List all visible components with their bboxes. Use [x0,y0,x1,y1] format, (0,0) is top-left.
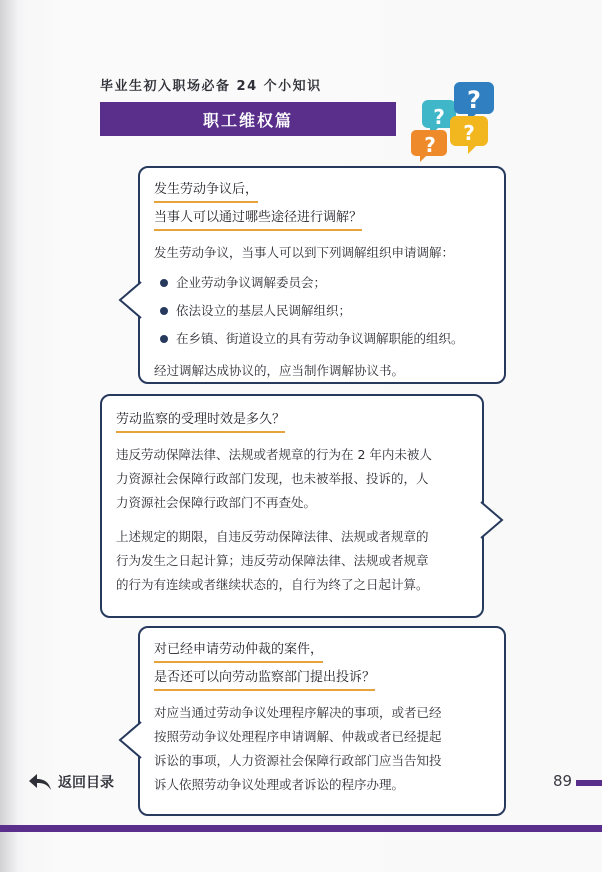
svg-text:?: ? [424,133,436,157]
answer-line: 力资源社会保障行政部门发现，也未被举报、投诉的，人 [116,471,429,486]
question-line: 是否还可以向劳动监察部门提出投诉？ [154,669,375,691]
return-arrow-icon [28,772,52,792]
page-number-accent [576,780,602,786]
book-spine-shadow [0,0,18,872]
section-banner [100,102,396,136]
list-item: 企业劳动争议调解委员会； [154,269,490,297]
svg-text:?: ? [467,86,481,114]
bullet-dot [160,279,168,287]
question-line: 对已经申请劳动仲裁的案件， [154,641,323,663]
qa-card-3 [138,626,506,816]
page-number: 89 [553,772,573,790]
svg-text:?: ? [433,105,445,129]
speech-tail [118,280,142,320]
answer-line: 力资源社会保障行政部门不再查处。 [116,495,317,510]
answer-list [154,269,490,353]
svg-text:?: ? [463,121,475,145]
answer-line: 上述规定的期限，自违反劳动保障法律、法规或者规章的 [116,529,429,544]
question-line: 当事人可以通过哪些途径进行调解？ [154,209,362,231]
answer-paragraph [116,443,468,515]
question-line: 劳动监察的受理时效是多久？ [116,411,285,433]
question-bubbles-icon [410,70,510,165]
back-to-contents-label: 返回目录 [58,775,114,791]
answer-paragraph [154,701,490,797]
answer-line: 诉人依照劳动争议处理或者诉讼的程序办理。 [154,777,405,792]
back-to-contents-button[interactable] [28,772,114,792]
question-line: 发生劳动争议后， [154,181,258,203]
answer-line: 违反劳动保障法律、法规或者规章的行为在 2 年内未被人 [116,447,432,462]
answer-line: 对应当通过劳动争议处理程序解决的事项，或者已经 [154,705,442,720]
list-item: 依法设立的基层人民调解组织； [154,297,490,325]
question-heading [116,408,468,433]
speech-tail [118,720,142,760]
question-heading [154,178,490,231]
answer-line: 按照劳动争议处理程序申请调解、仲裁或者已经提起 [154,729,442,744]
list-item: 在乡镇、街道设立的具有劳动争议调解职能的组织。 [154,325,490,353]
answer-line: 行为发生之日起计算；违反劳动保障法律、法规或者规章 [116,553,429,568]
speech-tail [480,500,504,540]
answer-paragraph [116,525,468,597]
answer-line: 诉讼的事项，人力资源社会保障行政部门应当告知投 [154,753,442,768]
qa-card-2 [100,394,484,618]
section-title: 职工维权篇 [202,110,293,130]
bullet-dot [160,335,168,343]
series-title: 毕业生初入职场必备 24 个小知识 [100,79,322,94]
answer-outro: 经过调解达成协议的，应当制作调解协议书。 [154,363,405,378]
qa-card-1 [138,166,506,384]
footer-bar [0,825,602,832]
bullet-dot [160,307,168,315]
answer-line: 的行为有连续或者继续状态的，自行为终了之日起计算。 [116,577,429,592]
question-heading [154,638,490,691]
answer-intro: 发生劳动争议，当事人可以到下列调解组织申请调解： [154,245,455,260]
